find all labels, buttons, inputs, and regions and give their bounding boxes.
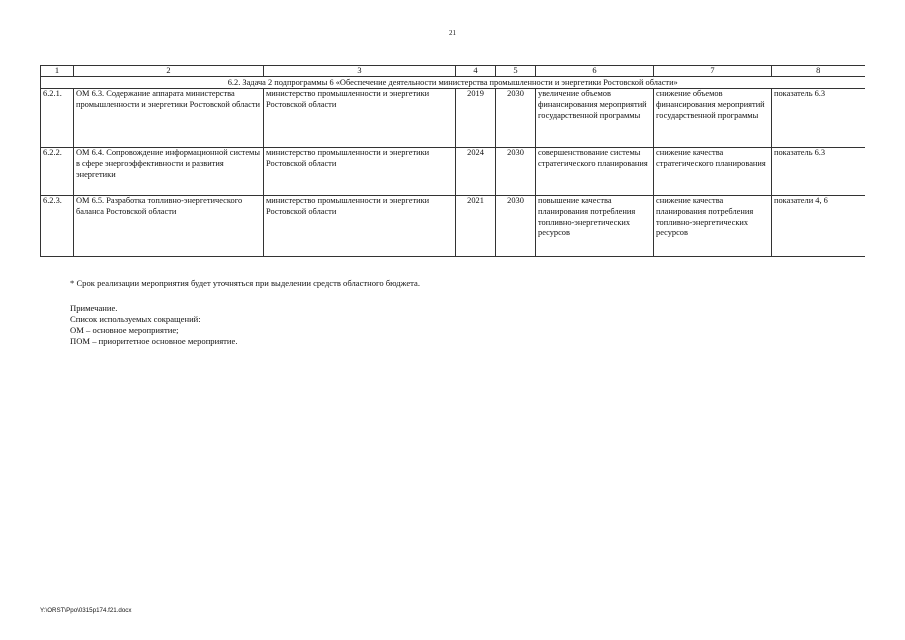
file-path: Y:\ORST\Ppo\0315p174.f21.docx: [40, 607, 132, 614]
footnote: * Срок реализации мероприятия будет уточняться при выделении средств областного бюджета.: [70, 278, 421, 288]
end-year: 2030: [496, 89, 536, 148]
indicator-link: показатели 4, 6: [772, 196, 865, 257]
column-header: 5: [496, 66, 536, 77]
expected-result: повышение качества планирования потребления топливно-энергетических ресурсов: [536, 196, 654, 257]
event-name: ОМ 6.3. Содержание аппарата министерства промышленности и энергетики Ростовской области: [74, 89, 264, 148]
non-implementation-consequence: снижение качества стратегического планирования: [654, 148, 772, 196]
row-number: 6.2.3.: [41, 196, 74, 257]
column-header: 2: [74, 66, 264, 77]
start-year: 2019: [456, 89, 496, 148]
section-title-row: [41, 77, 865, 89]
section-title: 6.2. Задача 2 подпрограммы 6 «Обеспечение деятельности министерства промышленности и энергетики Ростовской области»: [41, 77, 865, 89]
non-implementation-consequence: снижение качества планирования потребления топливно-энергетических ресурсов: [654, 196, 772, 257]
notes-block: [70, 303, 237, 347]
table-header-row: [41, 66, 865, 77]
executor: министерство промышленности и энергетики Ростовской области: [264, 148, 456, 196]
events-table: [40, 65, 865, 257]
executor: министерство промышленности и энергетики Ростовской области: [264, 196, 456, 257]
table-row: [41, 89, 865, 148]
event-name: ОМ 6.4. Сопровождение информационной системы в сфере энергоэффективности и развития энергетики: [74, 148, 264, 196]
table-row: [41, 196, 865, 257]
expected-result: совершенствование системы стратегического планирования: [536, 148, 654, 196]
start-year: 2021: [456, 196, 496, 257]
column-header: 7: [654, 66, 772, 77]
column-header: 4: [456, 66, 496, 77]
start-year: 2024: [456, 148, 496, 196]
end-year: 2030: [496, 196, 536, 257]
column-header: 6: [536, 66, 654, 77]
table-row: [41, 148, 865, 196]
non-implementation-consequence: снижение объемов финансирования мероприятий государственной программы: [654, 89, 772, 148]
row-number: 6.2.2.: [41, 148, 74, 196]
expected-result: увеличение объемов финансирования мероприятий государственной программы: [536, 89, 654, 148]
column-header: 1: [41, 66, 74, 77]
indicator-link: показатель 6.3: [772, 148, 865, 196]
page-number: 21: [449, 29, 456, 37]
abbreviation-item: ПОМ – приоритетное основное мероприятие.: [70, 336, 238, 346]
executor: министерство промышленности и энергетики Ростовской области: [264, 89, 456, 148]
row-number: 6.2.1.: [41, 89, 74, 148]
column-header: 3: [264, 66, 456, 77]
indicator-link: показатель 6.3: [772, 89, 865, 148]
end-year: 2030: [496, 148, 536, 196]
event-name: ОМ 6.5. Разработка топливно-энергетического баланса Ростовской области: [74, 196, 264, 257]
column-header: 8: [772, 66, 865, 77]
notes-title: Примечание.: [70, 303, 118, 313]
abbreviation-item: ОМ – основное мероприятие;: [70, 325, 179, 335]
abbreviations-title: Список используемых сокращений:: [70, 314, 201, 324]
